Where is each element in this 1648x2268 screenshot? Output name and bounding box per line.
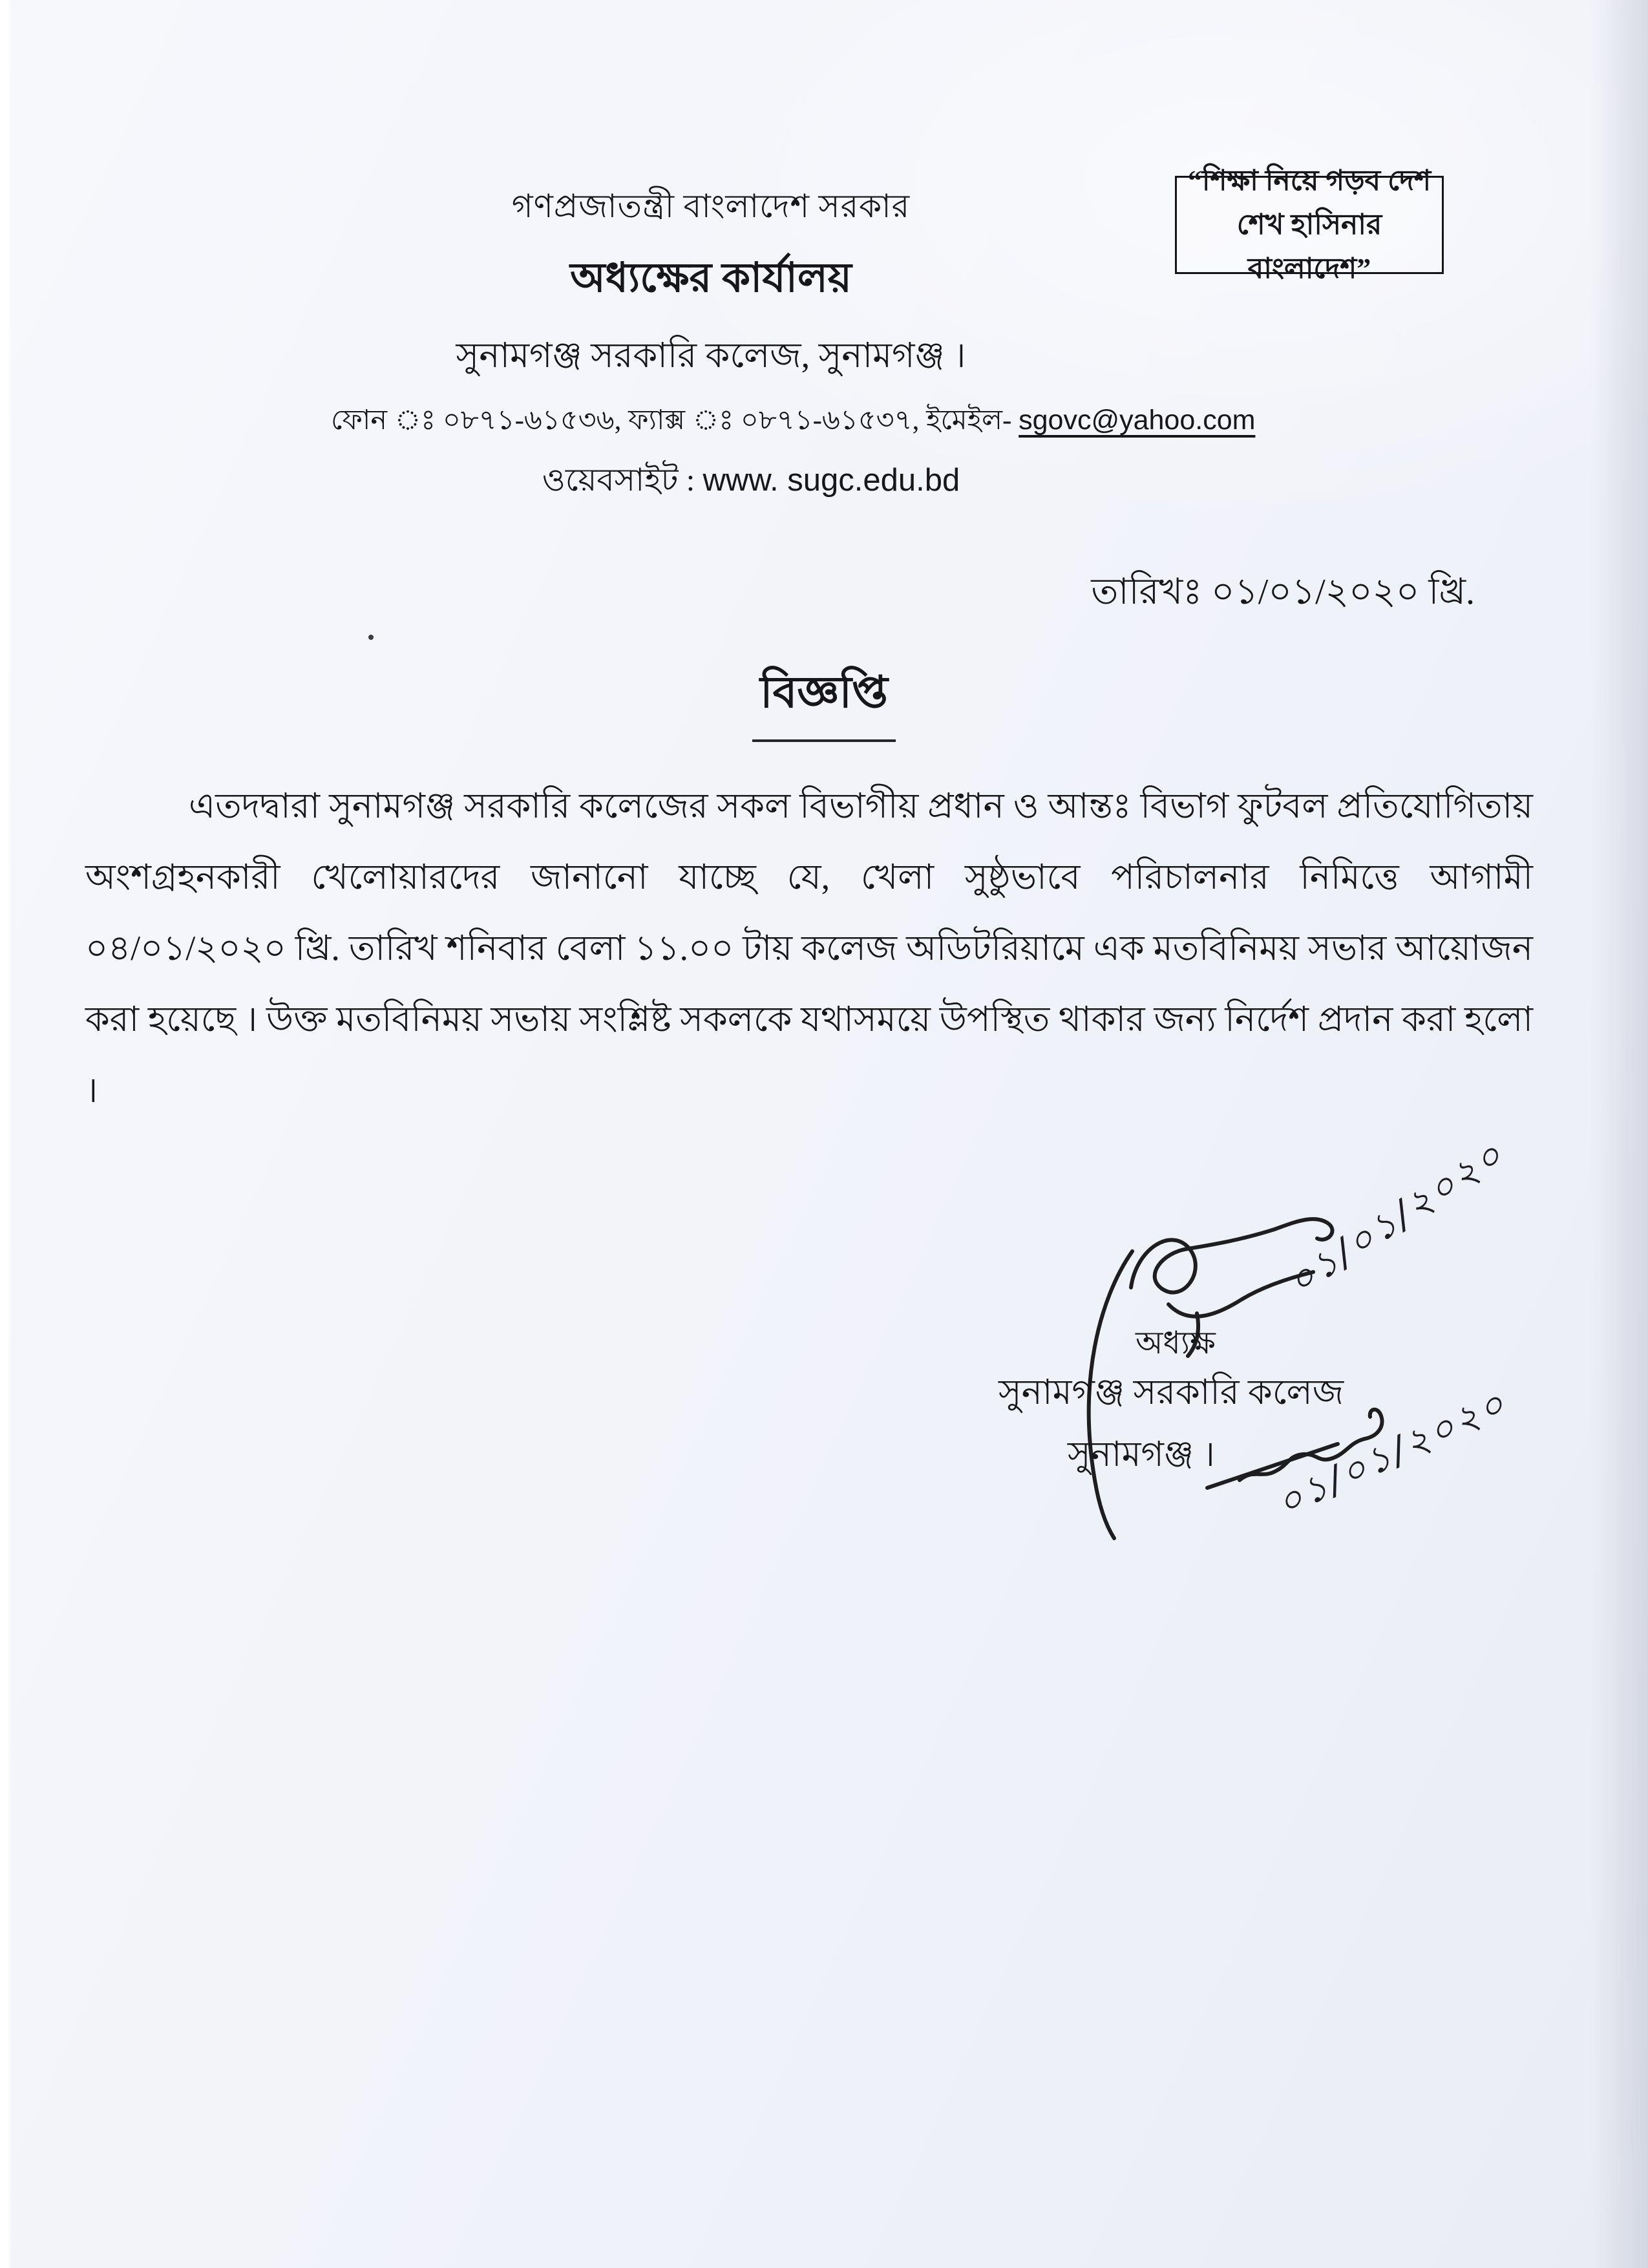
notice-date: তারিখঃ ০১/০১/২০২০ খ্রি. — [1091, 572, 1475, 612]
handwritten-date-bottom: ০১/০১/২০২০ — [1271, 1381, 1514, 1525]
website-url: www. sugc.edu.bd — [703, 463, 960, 498]
letterhead-government-line: গণপ্রজাতন্ত্রী বাংলাদেশ সরকার — [511, 188, 911, 224]
letterhead — [271, 182, 1256, 509]
ink-speck — [368, 635, 374, 640]
letterhead-office-line: অধ্যক্ষের কার্যালয় — [570, 255, 852, 301]
website-label: ওয়েবসাইট : — [542, 462, 703, 498]
title-row — [0, 658, 1648, 742]
contact-email: sgovc@yahoo.com — [1019, 405, 1256, 436]
slogan-line-1: “শিক্ষা নিয়ে গড়ব দেশ — [1187, 164, 1431, 196]
letterhead-website-line — [312, 456, 1190, 509]
signatory-place: সুনামগঞ্জ । — [1068, 1435, 1215, 1474]
letterhead-contact-line — [331, 399, 1256, 445]
slogan-box — [1175, 164, 1444, 285]
handwritten-date-top: ০১/০১/২০২০ — [1280, 1132, 1513, 1304]
letterhead-college-line: সুনামগঞ্জ সরকারি কলেজ, সুনামগঞ্জ । — [456, 336, 966, 375]
contact-phone-fax-label: ফোন ঃ ০৮৭১-৬১৫৩৬, ফ্যাক্স ঃ ০৮৭১-৬১৫৩৭, ইমেইল- — [331, 405, 1019, 436]
notice-body: এতদদ্বারা সুনামগঞ্জ সরকারি কলেজের সকল বিভাগীয় প্রধান ও আন্তঃ বিভাগ ফুটবল প্রতিযোগিতায় অংশগ্রহনকারী খেলোয়ারদের জানানো যাচ্ছে যে, খেলা সুষ্ঠুভাবে পরিচালনার নিমিত্তে আগামী ০৪/০১/২০২০ খ্রি. তারিখ শনিবার বেলা ১১.০০ টায় কলেজ অডিটরিয়ামে এক মতবিনিময় সভার আয়োজন করা হয়েছে । উক্ত মতবিনিময় সভায় সংশ্লিষ্ট সকলকে যথাসময়ে উপস্থিত থাকার জন্য নির্দেশ প্রদান করা হলো । — [85, 787, 1533, 1110]
signatory-organization: সুনামগঞ্জ সরকারি কলেজ — [998, 1373, 1344, 1412]
notice-title: বিজ্ঞপ্তি — [752, 658, 896, 742]
slogan-line-2: শেখ হাসিনার বাংলাদেশ” — [1236, 208, 1382, 285]
signatory-designation: অধ্যক্ষ — [1136, 1325, 1216, 1361]
